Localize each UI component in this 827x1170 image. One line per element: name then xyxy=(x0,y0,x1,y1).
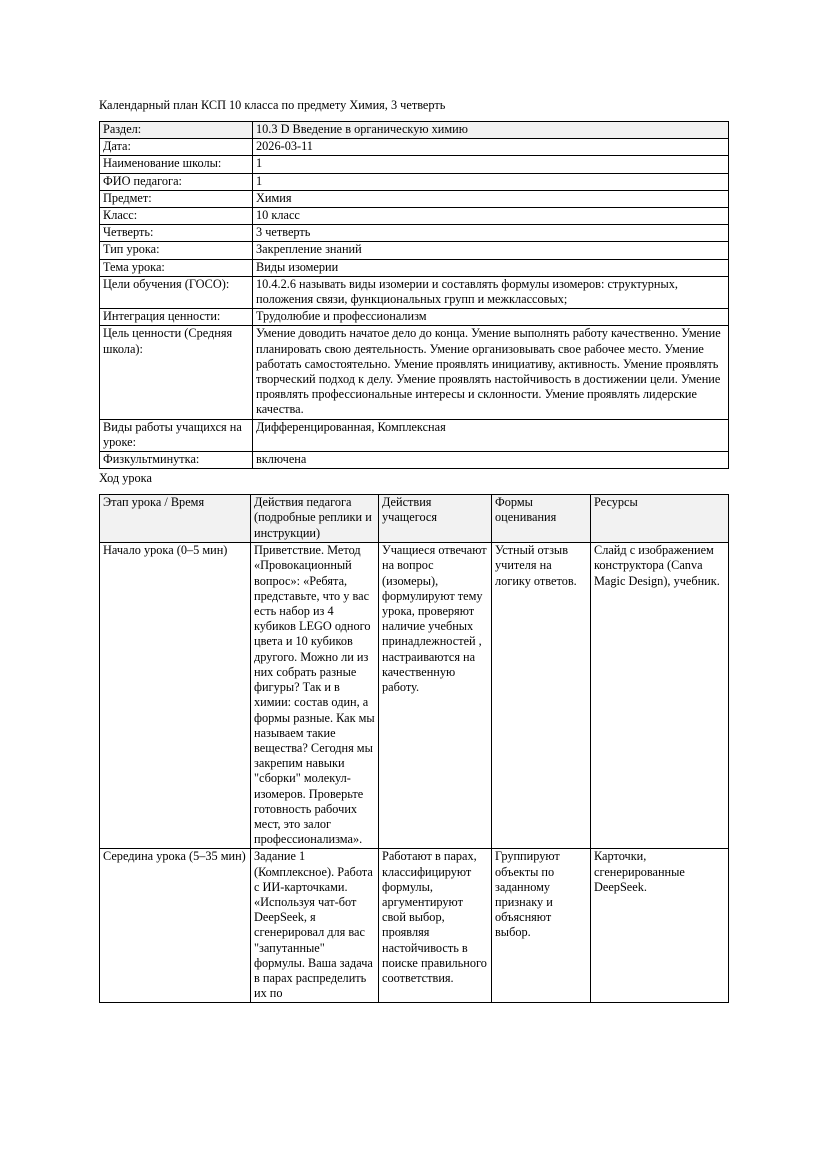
info-row-label: Четверть: xyxy=(100,225,253,242)
info-row-value: 10 класс xyxy=(253,208,729,225)
flow-cell-assessment: Устный отзыв учителя на логику ответов. xyxy=(492,543,591,849)
info-row-label: Цель ценности (Средняя школа): xyxy=(100,326,253,419)
info-row-label: Физкультминутка: xyxy=(100,452,253,469)
document-content xyxy=(99,98,728,1003)
info-row-value: 10.4.2.6 называть виды изомерии и составлять формулы изомеров: структурных, положения связи, функциональных групп и межклассовых; xyxy=(253,276,729,308)
info-row-value: Дифференцированная, Комплексная xyxy=(253,419,729,451)
info-row-value: включена xyxy=(253,452,729,469)
flow-cell-resources: Карточки, сгенерированные DeepSeek. xyxy=(591,849,729,1003)
info-row-label: Виды работы учащихся на уроке: xyxy=(100,419,253,451)
table-row xyxy=(100,259,729,276)
info-row-value: Химия xyxy=(253,190,729,207)
column-header-stage: Этап урока / Время xyxy=(100,495,251,543)
info-row-value: 10.3 D Введение в органическую химию xyxy=(253,122,729,139)
info-row-label: Дата: xyxy=(100,139,253,156)
lesson-info-table-body xyxy=(100,122,729,469)
info-row-label: ФИО педагога: xyxy=(100,173,253,190)
table-row xyxy=(100,173,729,190)
info-row-label: Тема урока: xyxy=(100,259,253,276)
table-row xyxy=(100,326,729,419)
table-row xyxy=(100,276,729,308)
flow-cell-teacher-actions: Задание 1 (Комплексное). Работа с ИИ-карточками. «Используя чат-бот DeepSeek, я сгенерировал для вас "запутанные" формулы. Ваша задача в парах распределить их по xyxy=(251,849,379,1003)
info-row-value: Трудолюбие и профессионализм xyxy=(253,309,729,326)
info-row-value: 3 четверть xyxy=(253,225,729,242)
lesson-flow-table xyxy=(99,494,729,1003)
info-row-label: Предмет: xyxy=(100,190,253,207)
info-row-label: Наименование школы: xyxy=(100,156,253,173)
table-row xyxy=(100,242,729,259)
lesson-flow-table-body xyxy=(100,543,729,1003)
info-row-label: Класс: xyxy=(100,208,253,225)
flow-cell-resources: Слайд с изображением конструктора (Canva Magic Design), учебник. xyxy=(591,543,729,849)
table-row xyxy=(100,543,729,849)
table-row xyxy=(100,156,729,173)
table-header-row xyxy=(100,495,729,543)
table-row xyxy=(100,225,729,242)
column-header-teacher: Действия педагога (подробные реплики и инструкции) xyxy=(251,495,379,543)
table-row xyxy=(100,849,729,1003)
lesson-flow-heading: Ход урока xyxy=(99,471,152,486)
info-row-value: 1 xyxy=(253,156,729,173)
info-row-value: Закрепление знаний xyxy=(253,242,729,259)
flow-cell-assessment: Группируют объекты по заданному признаку и объясняют выбор. xyxy=(492,849,591,1003)
page-title: Календарный план КСП 10 класса по предмету Химия, 3 четверть xyxy=(99,98,446,112)
flow-cell-stage: Начало урока (0–5 мин) xyxy=(100,543,251,849)
flow-cell-stage: Середина урока (5–35 мин) xyxy=(100,849,251,1003)
info-row-value: Умение доводить начатое дело до конца. Умение выполнять работу качественно. Умение планировать свою деятельность. Умение организовывать свое рабочее место. Умение работать самостоятельно. Умение проявлять инициативу, активность. Умение проявлять творческий подход к делу. Умение проявлять настойчивость в достижении цели. Умение проявлять профессиональные интересы и склонности. Умение проявлять лидерские качества. xyxy=(253,326,729,419)
table-row xyxy=(100,419,729,451)
table-row xyxy=(100,190,729,207)
table-row xyxy=(100,208,729,225)
flow-cell-student-actions: Учащиеся отвечают на вопрос (изомеры), формулируют тему урока, проверяют наличие учебных принадлежностей , настраиваются на качественную работу. xyxy=(379,543,492,849)
lesson-flow-table-head xyxy=(100,495,729,543)
info-row-value: 2026-03-11 xyxy=(253,139,729,156)
flow-cell-teacher-actions: Приветствие. Метод «Провокационный вопрос»: «Ребята, представьте, что у вас есть набор из 4 кубиков LEGO одного цвета и 10 кубиков другого. Можно ли из них собрать разные фигуры? Так и в химии: состав один, а формы разные. Как мы называем такие вещества? Сегодня мы закрепим навыки "сборки" молекул-изомеров. Проверьте готовность рабочих мест, это залог профессионализма». xyxy=(251,543,379,849)
table-row xyxy=(100,452,729,469)
info-row-label: Интеграция ценности: xyxy=(100,309,253,326)
table-row xyxy=(100,122,729,139)
table-row xyxy=(100,139,729,156)
flow-cell-student-actions: Работают в парах, классифицируют формулы, аргументируют свой выбор, проявляя настойчивость в поиске правильного соответствия. xyxy=(379,849,492,1003)
info-row-label: Цели обучения (ГОСО): xyxy=(100,276,253,308)
info-row-label: Раздел: xyxy=(100,122,253,139)
info-row-label: Тип урока: xyxy=(100,242,253,259)
info-row-value: Виды изомерии xyxy=(253,259,729,276)
info-row-value: 1 xyxy=(253,173,729,190)
column-header-resources: Ресурсы xyxy=(591,495,729,543)
column-header-student: Действия учащегося xyxy=(379,495,492,543)
column-header-assessment: Формы оценивания xyxy=(492,495,591,543)
table-row xyxy=(100,309,729,326)
lesson-info-table xyxy=(99,121,729,469)
